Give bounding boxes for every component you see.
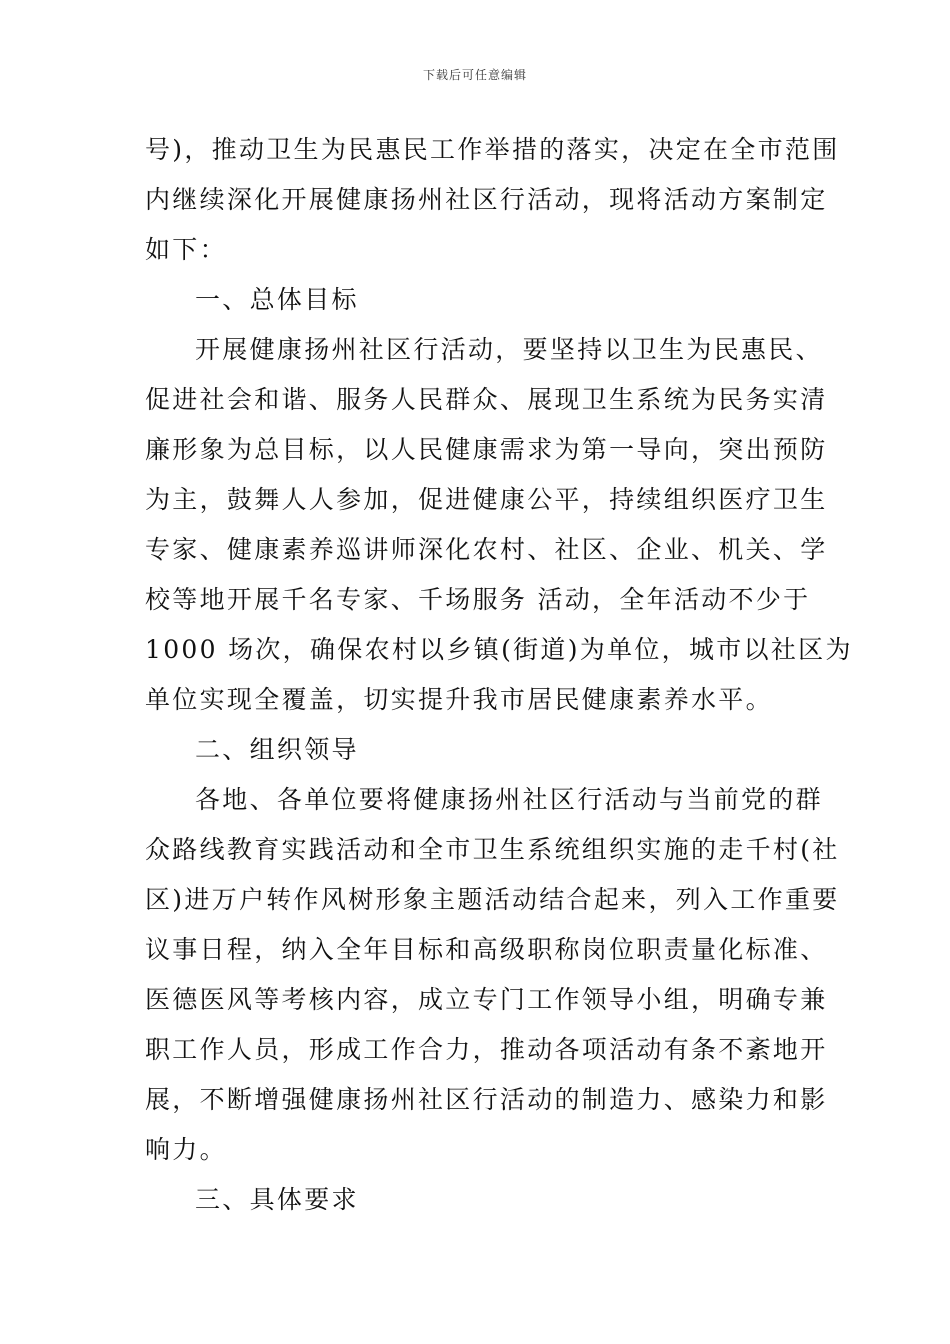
paragraph-line: 专家、健康素养巡讲师深化农村、社区、企业、机关、学 bbox=[145, 535, 828, 564]
paragraph-line: 区)进万户转作风树形象主题活动结合起来，列入工作重要 bbox=[145, 885, 840, 914]
paragraph-line: 为主，鼓舞人人参加，促进健康公平，持续组织医疗卫生 bbox=[145, 485, 828, 514]
paragraph-line: 响力。 bbox=[145, 1135, 227, 1164]
paragraph-line: 校等地开展千名专家、千场服务 活动，全年活动不少于 bbox=[145, 585, 811, 614]
paragraph-line: 如下： bbox=[145, 235, 227, 264]
section-heading-2: 二、组织领导 bbox=[195, 735, 359, 764]
header-note: 下载后可任意编辑 bbox=[422, 68, 527, 82]
section-heading-3: 三、具体要求 bbox=[195, 1185, 359, 1214]
paragraph-line: 职工作人员，形成工作合力，推动各项活动有条不紊地开 bbox=[145, 1035, 828, 1064]
paragraph-line: 内继续深化开展健康扬州社区行活动，现将活动方案制定 bbox=[145, 185, 828, 214]
paragraph-line: 促进社会和谐、服务人民群众、展现卫生系统为民务实清 bbox=[145, 385, 828, 414]
paragraph-line: 1000 场次，确保农村以乡镇(街道)为单位，城市以社区为 bbox=[145, 635, 853, 664]
paragraph-line: 廉形象为总目标，以人民健康需求为第一导向，突出预防 bbox=[145, 435, 828, 464]
paragraph-line: 各地、各单位要将健康扬州社区行活动与当前党的群 bbox=[195, 785, 823, 814]
paragraph-line: 医德医风等考核内容，成立专门工作领导小组，明确专兼 bbox=[145, 985, 828, 1014]
section-heading-1: 一、总体目标 bbox=[195, 285, 359, 314]
paragraph-line: 众路线教育实践活动和全市卫生系统组织实施的走千村(社 bbox=[145, 835, 840, 864]
paragraph-line: 号)，推动卫生为民惠民工作举措的落实，决定在全市范围 bbox=[145, 135, 840, 164]
paragraph-line: 单位实现全覆盖，切实提升我市居民健康素养水平。 bbox=[145, 685, 773, 714]
paragraph-line: 展，不断增强健康扬州社区行活动的制造力、感染力和影 bbox=[145, 1085, 828, 1114]
paragraph-line: 议事日程，纳入全年目标和高级职称岗位职责量化标准、 bbox=[145, 935, 828, 964]
paragraph-line: 开展健康扬州社区行活动，要坚持以卫生为民惠民、 bbox=[195, 335, 823, 364]
